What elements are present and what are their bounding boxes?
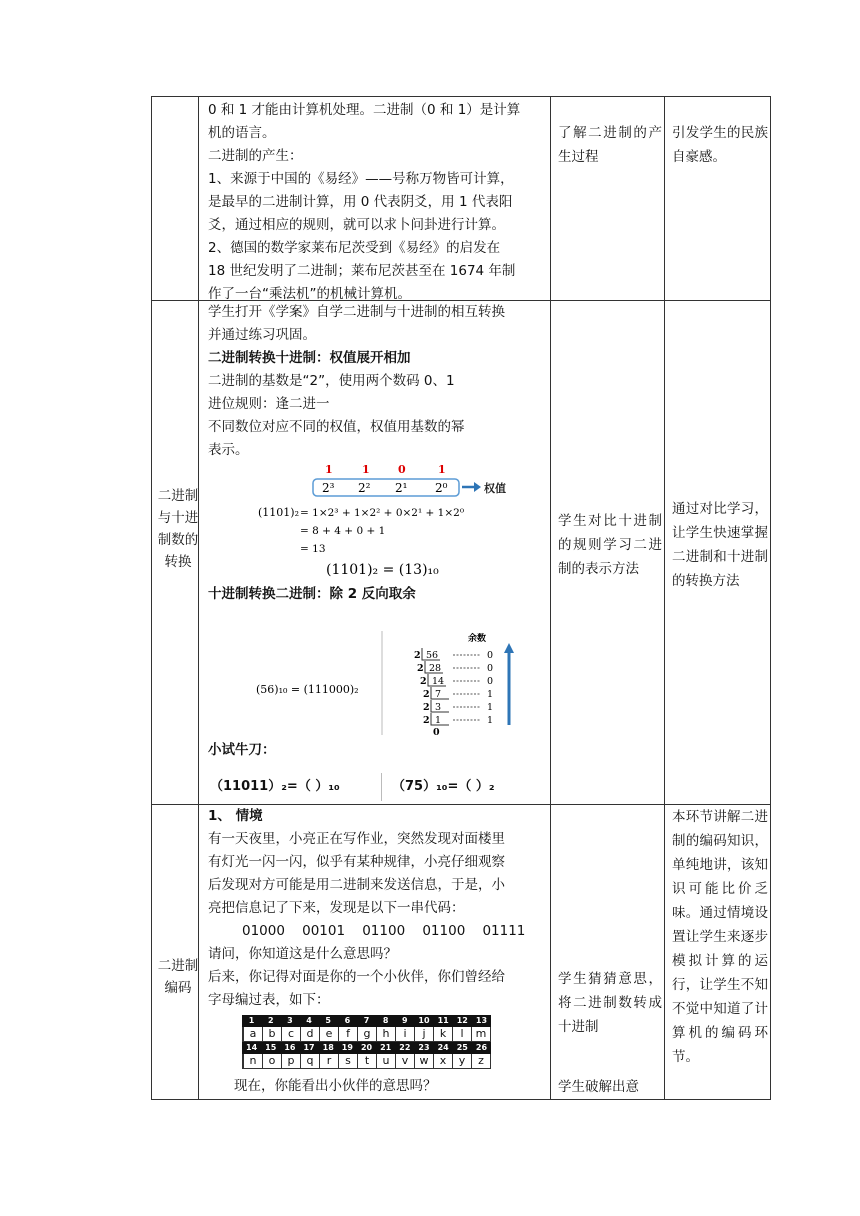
code-letter-cell: x [433,1054,452,1068]
row3-student-activity-2: 学生破解出意 [558,1079,639,1095]
code-number-cell: 21 [380,1043,392,1052]
code-number-cell: 26 [475,1043,488,1052]
code-letter-cell: n [243,1054,262,1068]
power-label: 2⁰ [435,481,448,495]
code-number-cell: 4 [306,1016,312,1025]
text-line: 二进制的产生： [208,148,303,164]
row1-student-activity: 了解二进制的产生过程 [558,125,662,165]
row1-content [208,99,546,306]
text-line: 并通过练习巩固。 [208,327,316,343]
text-line: 进位规则：逢二进一 [208,396,330,412]
row3-student-activity: 学生猜猜意思，将二进制数转成十进制 [558,971,662,1035]
text-line: 字母编过表，如下： [208,992,330,1008]
remainder-value: 1 [487,689,494,700]
code-number-cell: 6 [344,1016,351,1025]
code-letter-cell: f [338,1027,357,1041]
code-number-cell: 1 [248,1016,255,1025]
code-letter-cell: o [262,1054,281,1068]
code-number-cell: 14 [246,1043,258,1052]
arrow-up-icon [504,643,514,653]
text-line: 是最早的二进制计算，用 0 代表阴爻，用 1 代表阳 [208,194,513,210]
code-letter-cell: s [338,1054,357,1068]
power-label: 2³ [322,481,335,495]
code-number-cell: 3 [287,1016,293,1025]
digit-label: 1 [438,463,446,476]
code-number-cell: 12 [456,1016,468,1025]
expansion-line: = 13 [300,543,326,555]
code-letter-cell: j [414,1027,433,1041]
text-line: 作了一台“乘法机”的机械计算机。 [208,286,411,302]
scenario-heading: 1、 情境 [208,808,263,824]
text-line: 1、来源于中国的《易经》——号称万物皆可计算， [208,171,514,187]
weight-expansion-figure [252,461,522,581]
remainder-header: 余数 [468,634,487,644]
code-letter-cell: z [471,1054,490,1068]
code-letter-cell: c [281,1027,300,1041]
remainder-value: 0 [487,663,494,674]
divisor-label: 2 [423,715,430,726]
code-number-cell: 9 [402,1016,408,1025]
row2-student-activity: 学生对比十进制的规则学习二进制的表示方法 [558,513,662,577]
code-number-cell: 15 [265,1043,277,1052]
remainder-value: 0 [487,650,494,661]
column-divider [550,97,551,1099]
text-line: 爻，通过相应的规则，就可以求卜问卦进行计算。 [208,217,505,233]
code-number-cell: 8 [382,1016,389,1025]
code-letter-cell: m [471,1027,490,1041]
remainder-value: 1 [487,702,494,713]
practice-question-1: （11011）₂=（ ）₁₀ [210,779,340,794]
divisor-label: 2 [414,650,421,661]
remainder-value: 1 [487,715,494,726]
power-label: 2² [358,481,371,495]
code-number-cell: 20 [360,1043,373,1052]
power-label: 2¹ [395,481,408,495]
code-number-cell: 22 [399,1043,411,1052]
row2-design-intent: 通过对比学习，让学生快速掌握二进制和十进制的转换方法 [672,501,768,589]
row3-design-intent: 本环节讲解二进制的编码知识，单纯地讲，该知识可能比价乏味。通过情境设置让学生来逐步模拟计算的运行，让学生不知不觉中知道了计算机的编码环节。 [672,809,768,1065]
dividend-label: 1 [435,715,442,726]
code-letter-cell: y [452,1054,471,1068]
code-number-cell: 24 [437,1043,449,1052]
text-line: 有一天夜里，小亮正在写作业，突然发现对面楼里 [208,831,505,847]
weight-label: 权值 [484,482,506,495]
code-number-cell: 2 [267,1016,274,1025]
code-letter-cell: i [395,1027,414,1041]
practice-question-2: （75）₁₀=（ ）₂ [392,779,495,794]
code-number-cell: 23 [418,1043,430,1052]
text-line: 请问，你知道这是什么意思吗？ [208,946,397,962]
text-line: 后来，你记得对面是你的一个小伙伴，你们曾经给 [208,969,505,985]
divisor-label: 2 [420,676,427,687]
final-quotient: 0 [433,727,440,738]
digit-label: 0 [398,463,406,476]
code-letter-cell: r [319,1054,338,1068]
divisor-label: 2 [423,689,430,700]
remainder-value: 0 [487,676,494,687]
text-line: 18 世纪发明了二进制；莱布尼茨甚至在 1674 年制 [208,263,516,279]
code-number-cell: 7 [363,1016,370,1025]
text-line: 亮把信息记了下来，发现是以下一串代码： [208,900,465,916]
code-letter-cell: b [262,1027,281,1041]
text-line: 二进制的基数是“2”，使用两个数码 0、1 [208,373,455,389]
code-letter-cell: p [281,1054,300,1068]
code-number-cell: 10 [418,1016,430,1025]
code-letter-cell: v [395,1054,414,1068]
binary-codes: 01000 00101 01100 01100 01111 [242,923,526,939]
code-number-cell: 25 [456,1043,468,1052]
row1-design-intent: 引发学生的民族自豪感。 [672,125,768,165]
text-line: 表示。 [208,442,249,458]
text-line: 0 和 1 才能由计算机处理。二进制（0 和 1）是计算 [208,102,521,118]
code-number-cell: 11 [437,1016,449,1025]
row3-section-title: 二进制编码 [157,958,199,996]
dividend-label: 14 [432,676,445,687]
text-line: 有灯光一闪一闪，似乎有某种规律，小亮仔细观察 [208,854,505,870]
code-number-cell: 17 [303,1043,315,1052]
code-letter-cell: a [243,1027,262,1041]
text-line: 后发现对方可能是用二进制来发送信息，于是，小 [208,877,505,893]
code-letter-cell: q [300,1054,319,1068]
code-number-cell: 5 [325,1016,331,1025]
text-line: 学生打开《学案》自学二进制与十进制的相互转换 [208,304,505,320]
arrow-right-icon [474,482,481,492]
code-letter-cell: w [414,1054,433,1068]
column-divider [664,97,665,1099]
expansion-line: = 1×2³ + 1×2² + 0×2¹ + 1×2⁰ [300,507,465,519]
dividend-label: 3 [435,702,442,713]
code-number-cell: 19 [341,1043,353,1052]
column-divider [198,97,199,1099]
code-letter-cell: e [319,1027,338,1041]
division-rows [414,648,493,726]
final-question: 现在，你能看出小伙伴的意思吗？ [234,1078,437,1094]
heading-bin-to-dec: 二进制转换十进制：权值展开相加 [208,350,411,366]
divisor-label: 2 [417,663,424,674]
code-letter-cell: t [357,1054,376,1068]
division-equation: (56)₁₀ = (111000)₂ [256,683,359,696]
code-letter-cell: d [300,1027,319,1041]
result-equation: (1101)₂ = (13)₁₀ [326,562,439,578]
practice-divider [381,773,382,801]
letter-code-table [242,1015,491,1069]
division-figure [252,627,522,739]
code-letter-cell: h [376,1027,395,1041]
dividend-label: 56 [426,650,439,661]
code-letter-cell: l [452,1027,471,1041]
text-line: 机的语言。 [208,125,276,141]
dividend-label: 7 [435,689,442,700]
code-number-cell: 13 [475,1016,488,1025]
digit-label: 1 [325,463,333,476]
code-number-cell: 18 [322,1043,334,1052]
lesson-plan-table [151,96,771,1100]
code-letter-cell: k [433,1027,452,1041]
row2-section-title: 二进制与十进制数的转换 [157,488,199,570]
text-line: 不同数位对应不同的权值，权值用基数的幂 [208,419,465,435]
expansion-line: = 8 + 4 + 0 + 1 [300,525,386,537]
digit-label: 1 [362,463,370,476]
divisor-label: 2 [423,702,430,713]
row2-intro [208,301,546,462]
heading-dec-to-bin: 十进制转换二进制：除 2 反向取余 [208,586,416,602]
expansion-line: (1101)₂ [258,506,299,519]
dividend-label: 28 [429,663,442,674]
code-number-cell: 16 [284,1043,296,1052]
row3-content [208,805,546,1012]
code-letter-cell: g [357,1027,376,1041]
practice-title: 小试牛刀： [208,742,276,758]
code-letter-cell: u [376,1054,395,1068]
text-line: 2、德国的数学家莱布尼茨受到《易经》的启发在 [208,240,501,256]
